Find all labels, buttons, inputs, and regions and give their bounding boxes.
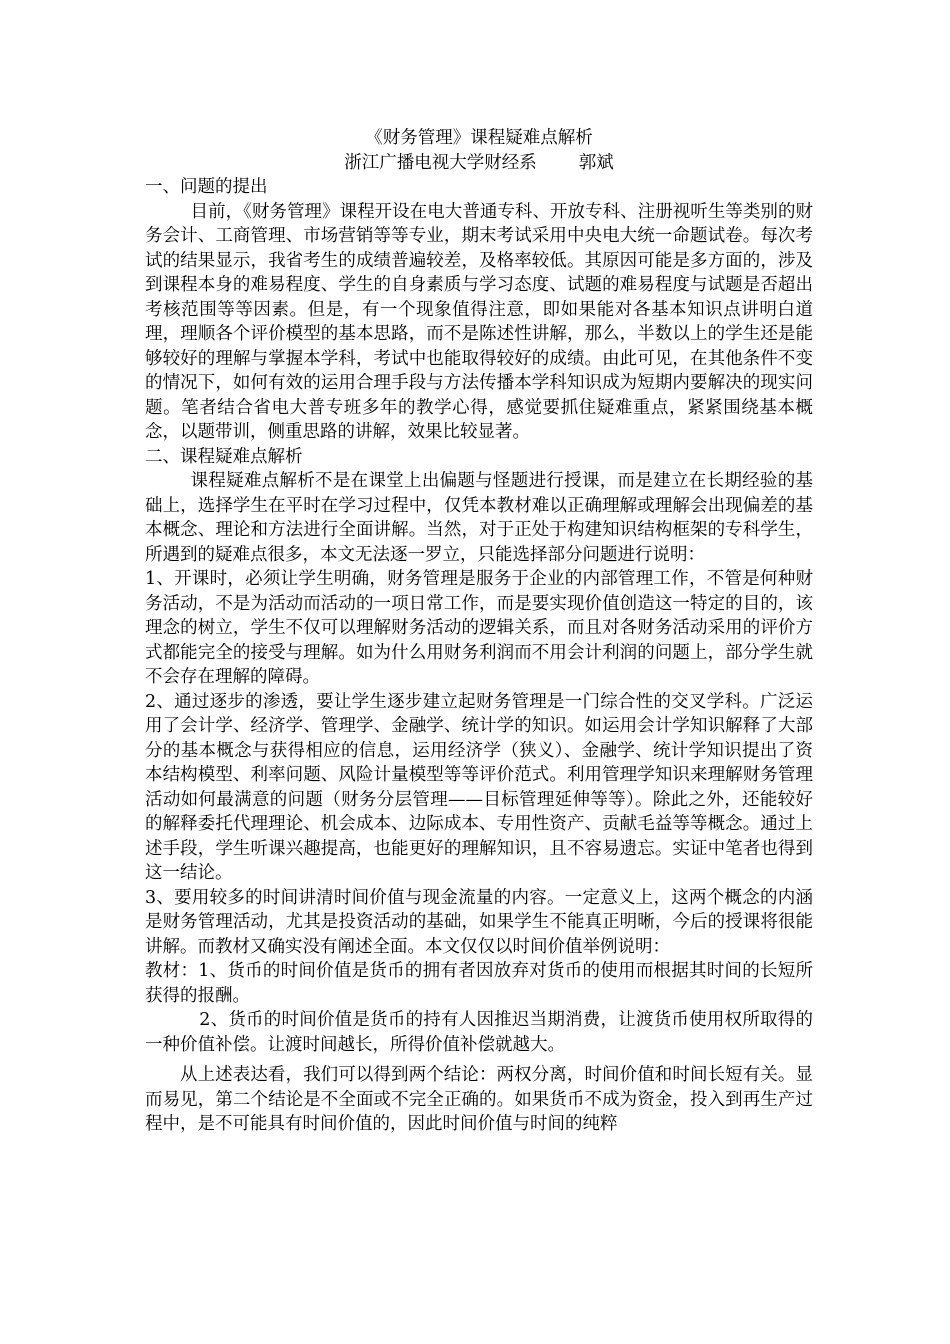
list-item-3: 3、要用较多的时间讲清时间价值与现金流量的内容。一定意义上，这两个概念的内涵是财务管理活动，尤其是投资活动的基础，如果学生不能真正明晰，今后的授课将很能讲解。而教材又确实没有阐述全面。本文仅仅以时间价值举例说明：: [145, 887, 813, 957]
textbook-definition-2: 2、货币的时间价值是货币的持有人因推迟当期消费，让渡货币使用权所取得的一种价值补偿。让渡时间越长，所得价值补偿就越大。: [145, 1010, 813, 1055]
section1-paragraph: 目前，《财务管理》课程开设在电大普通专科、开放专科、注册视听生等类别的财务会计、工商管理、市场营销等等专业，期末考试采用中央电大统一命题试卷。每次考试的结果显示，我省考生的成绩普遍较差，及格率较低。其原因可能是多方面的，涉及到课程本身的难易程度、学生的自身素质与学习态度、试题的难易程度与试题是否超出考核范围等等因素。但是，有一个现象值得注意，即如果能对各基本知识点讲明白道理，理顺各个评价模型的基本思路，而不是陈述性讲解，那么，半数以上的学生还是能够较好的理解与掌握本学科，考试中也能取得较好的成绩。由此可见，在其他条件不变的情况下，如何有效的运用合理手段与方法传播本学科知识成为短期内要解决的现实问题。笔者结合省电大普专班多年的教学心得，感觉要抓住疑难重点，紧紧围绕基本概念，以题带训，侧重思路的讲解，效果比较显著。: [145, 201, 813, 442]
list-item-1: 1、开课时，必须让学生明确，财务管理是服务于企业的内部管理工作，不管是何种财务活动，不是为活动而活动的一项日常工作，而是要实现价值创造这一特定的目的，该理念的树立，学生不仅可以理解财务活动的逻辑关系，而且对各财务活动采用的评价方式都能完全的接受与理解。如为什么用财务利润而不用会计利润的问题上，部分学生就不会存在理解的障碍。: [145, 569, 813, 687]
section2-paragraph: 课程疑难点解析不是在课堂上出偏题与怪题进行授课，而是建立在长期经验的基础上，选择学生在平时在学习过程中，仅凭本教材难以正确理解或理解会出现偏差的基本概念、理论和方法进行全面讲解。当然，对于正处于构建知识结构框架的专科学生，所遇到的疑难点很多，本文无法逐一罗立，只能选择部分问题进行说明：: [145, 471, 813, 565]
conclusion-paragraph: 从上述表达看，我们可以得到两个结论：两权分离，时间价值和时间长短有关。显而易见，第二个结论是不全面或不完全正确的。如果货币不成为资金，投入到再生产过程中，是不可能具有时间价值的，因此时间价值与时间的纯粹: [145, 1065, 813, 1134]
section2-heading: 二、课程疑难点解析: [145, 446, 303, 467]
author-line: [145, 151, 813, 176]
author-unit: 浙江广播电视大学财经系: [344, 152, 537, 173]
author-name: 郭斌: [578, 152, 614, 173]
section1-heading: 一、问题的提出: [145, 177, 268, 197]
document-page: [145, 126, 813, 1137]
list-item-2: 2、通过逐步的渗透，要让学生逐步建立起财务管理是一门综合性的交叉学科。广泛运用了会计学、经济学、管理学、金融学、统计学的知识。如运用会计学知识解释了大部分的基本概念与获得相应的信息，运用经济学（狭义）、金融学、统计学知识提出了资本结构模型、利率问题、风险计量模型等等评价范式。利用管理学知识来理解财务管理活动如何最满意的问题（财务分层管理——目标管理延伸等等）。除此之外，还能较好的解释委托代理理论、机会成本、边际成本、专用性资产、贡献毛益等等概念。通过上述手段，学生听课兴趣提高，也能更好的理解知识，且不容易遗忘。实证中笔者也得到这一结论。: [145, 691, 813, 883]
textbook-definition-1: 教材：1、货币的时间价值是货币的拥有者因放弃对货币的使用而根据其时间的长短所获得的报酬。: [145, 961, 813, 1006]
title-block: [145, 126, 813, 175]
document-title: 《财务管理》课程疑难点解析: [365, 128, 593, 148]
